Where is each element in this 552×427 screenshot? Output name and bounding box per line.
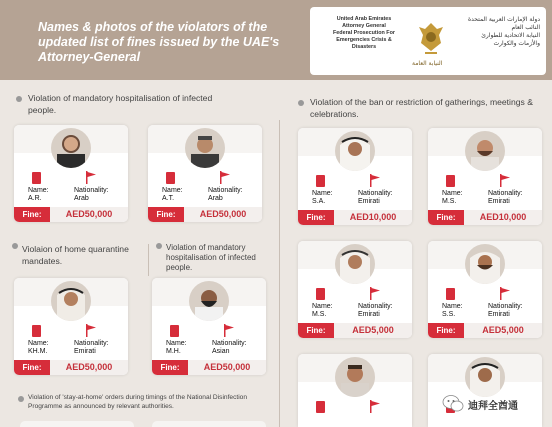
- name-icon: [316, 401, 325, 413]
- fine-amount: AED50,000: [50, 207, 128, 222]
- flag-icon: [499, 174, 511, 187]
- name-icon: [446, 175, 455, 187]
- violator-card-partial: [152, 421, 266, 427]
- fine-label: Fine:: [428, 210, 464, 225]
- violator-photo: [465, 244, 505, 284]
- fine-label: Fine:: [148, 207, 184, 222]
- flag-icon: [369, 287, 381, 300]
- violator-nationality: Arab: [208, 195, 223, 202]
- violator-name: S.S.: [442, 311, 456, 318]
- violator-nationality: Emirati: [358, 198, 380, 205]
- fine-amount: AED10,000: [334, 210, 412, 225]
- header-banner: [0, 0, 552, 80]
- name-icon: [316, 288, 325, 300]
- fine-amount: AED5,000: [334, 323, 412, 338]
- name-icon: [316, 175, 325, 187]
- name-icon: [32, 325, 41, 337]
- flag-icon: [369, 174, 381, 187]
- violator-photo: [465, 131, 505, 171]
- violator-nationality: Emirati: [358, 311, 380, 318]
- watermark-text: 迪拜全酋通: [468, 401, 518, 412]
- fine-amount: AED5,000: [464, 323, 542, 338]
- violator-name: A.T.: [162, 195, 175, 202]
- violator-name: S.A.: [312, 198, 326, 205]
- violator-card: Name: S.A. Nationality: Emirati Fine: AED10,000: [298, 128, 412, 225]
- falcon-emblem-icon: [415, 19, 447, 59]
- violator-name: A.R.: [28, 195, 42, 202]
- flag-icon: [85, 171, 97, 184]
- violator-nationality: Emirati: [74, 348, 96, 355]
- section-title-gatherings: Violation of the ban or restriction of gatherings, meetings & celebrations.: [310, 97, 533, 119]
- fine-label: Fine:: [428, 323, 464, 338]
- violator-card-partial: [428, 354, 542, 427]
- logo-english-text: United Arab Emirates Attorney General Federal Prosecution For Emergencies Crisis & Disasters: [332, 16, 395, 50]
- name-icon: [446, 288, 455, 300]
- fine-label: Fine:: [14, 207, 50, 222]
- violator-photo: [335, 357, 375, 397]
- violator-card-partial: [20, 421, 134, 427]
- section-title-quarantine: Violaion of home quarantine mandates.: [22, 244, 129, 266]
- fine-label: Fine:: [298, 210, 334, 225]
- section-bullet: [156, 243, 162, 249]
- violator-nationality: Arab: [74, 195, 89, 202]
- section-title-stay-at-home: Violation of 'stay-at-home' orders during timings of the National Disinfection Programme as announced by relevant authorities.: [28, 394, 248, 410]
- section-title-hospitalisation-2: Violation of mandatory hospitalisation of infected people.: [166, 243, 256, 272]
- violator-photo: [189, 281, 229, 321]
- violator-photo: [335, 131, 375, 171]
- page-title: Names & photos of the violators of the updated list of fines issued by the UAE's Attorney-General: [38, 20, 280, 64]
- wechat-icon: [442, 394, 464, 414]
- violator-card-partial: [298, 354, 412, 427]
- attorney-general-logo: [310, 7, 546, 75]
- violator-card: Name: KH.M. Nationality: Emirati Fine: AED50,000: [14, 278, 128, 375]
- fine-label: Fine:: [14, 360, 50, 375]
- violator-name: M.S.: [312, 311, 327, 318]
- flag-icon: [499, 287, 511, 300]
- section-bullet: [298, 100, 304, 106]
- flag-icon: [219, 171, 231, 184]
- fine-amount: AED50,000: [184, 207, 262, 222]
- sub-divider: [148, 244, 149, 276]
- violator-nationality: Emirati: [488, 311, 510, 318]
- violator-photo: [51, 281, 91, 321]
- fine-amount: AED50,000: [188, 360, 266, 375]
- violator-name: KH.M.: [28, 348, 48, 355]
- section-title-hospitalisation: Violation of mandatory hospitalisation of infected people.: [28, 93, 213, 115]
- fine-amount: AED10,000: [464, 210, 542, 225]
- section-bullet: [16, 96, 22, 102]
- violator-photo: [335, 244, 375, 284]
- violator-nationality: Emirati: [488, 198, 510, 205]
- name-icon: [32, 172, 41, 184]
- section-bullet: [12, 243, 18, 249]
- fine-label: Fine:: [152, 360, 188, 375]
- violator-name: M.S.: [442, 198, 457, 205]
- flag-icon: [85, 324, 97, 337]
- logo-arabic-text: دولة الإمارات العربية المتحدة النائب العام النيابة الاتحادية للطوارئ والأزمات والكوارث: [467, 16, 540, 47]
- flag-icon: [369, 400, 381, 413]
- name-icon: [170, 325, 179, 337]
- column-divider: [279, 120, 280, 427]
- violator-card: Name: S.S. Nationality: Emirati Fine: AED5,000: [428, 241, 542, 338]
- violator-card: Name: M.S. Nationality: Emirati Fine: AED10,000: [428, 128, 542, 225]
- violator-card: Name: M.S. Nationality: Emirati Fine: AED5,000: [298, 241, 412, 338]
- logo-arabic-caption: النيابة العامة: [412, 60, 443, 67]
- fine-amount: AED50,000: [50, 360, 128, 375]
- watermark: [442, 393, 552, 415]
- fine-label: Fine:: [298, 323, 334, 338]
- violator-photo: [185, 128, 225, 168]
- violator-card: Name: A.R. Nationality: Arab Fine: AED50,000: [14, 125, 128, 222]
- name-icon: [166, 172, 175, 184]
- violator-card: Name: M.H. Nationality: Asian Fine: AED50,000: [152, 278, 266, 375]
- section-bullet: [18, 396, 24, 402]
- flag-icon: [223, 324, 235, 337]
- violator-nationality: Asian: [212, 348, 230, 355]
- violator-card: Name: A.T. Nationality: Arab Fine: AED50,000: [148, 125, 262, 222]
- violator-name: M.H.: [166, 348, 181, 355]
- violator-photo: [51, 128, 91, 168]
- violator-photo: [465, 357, 505, 397]
